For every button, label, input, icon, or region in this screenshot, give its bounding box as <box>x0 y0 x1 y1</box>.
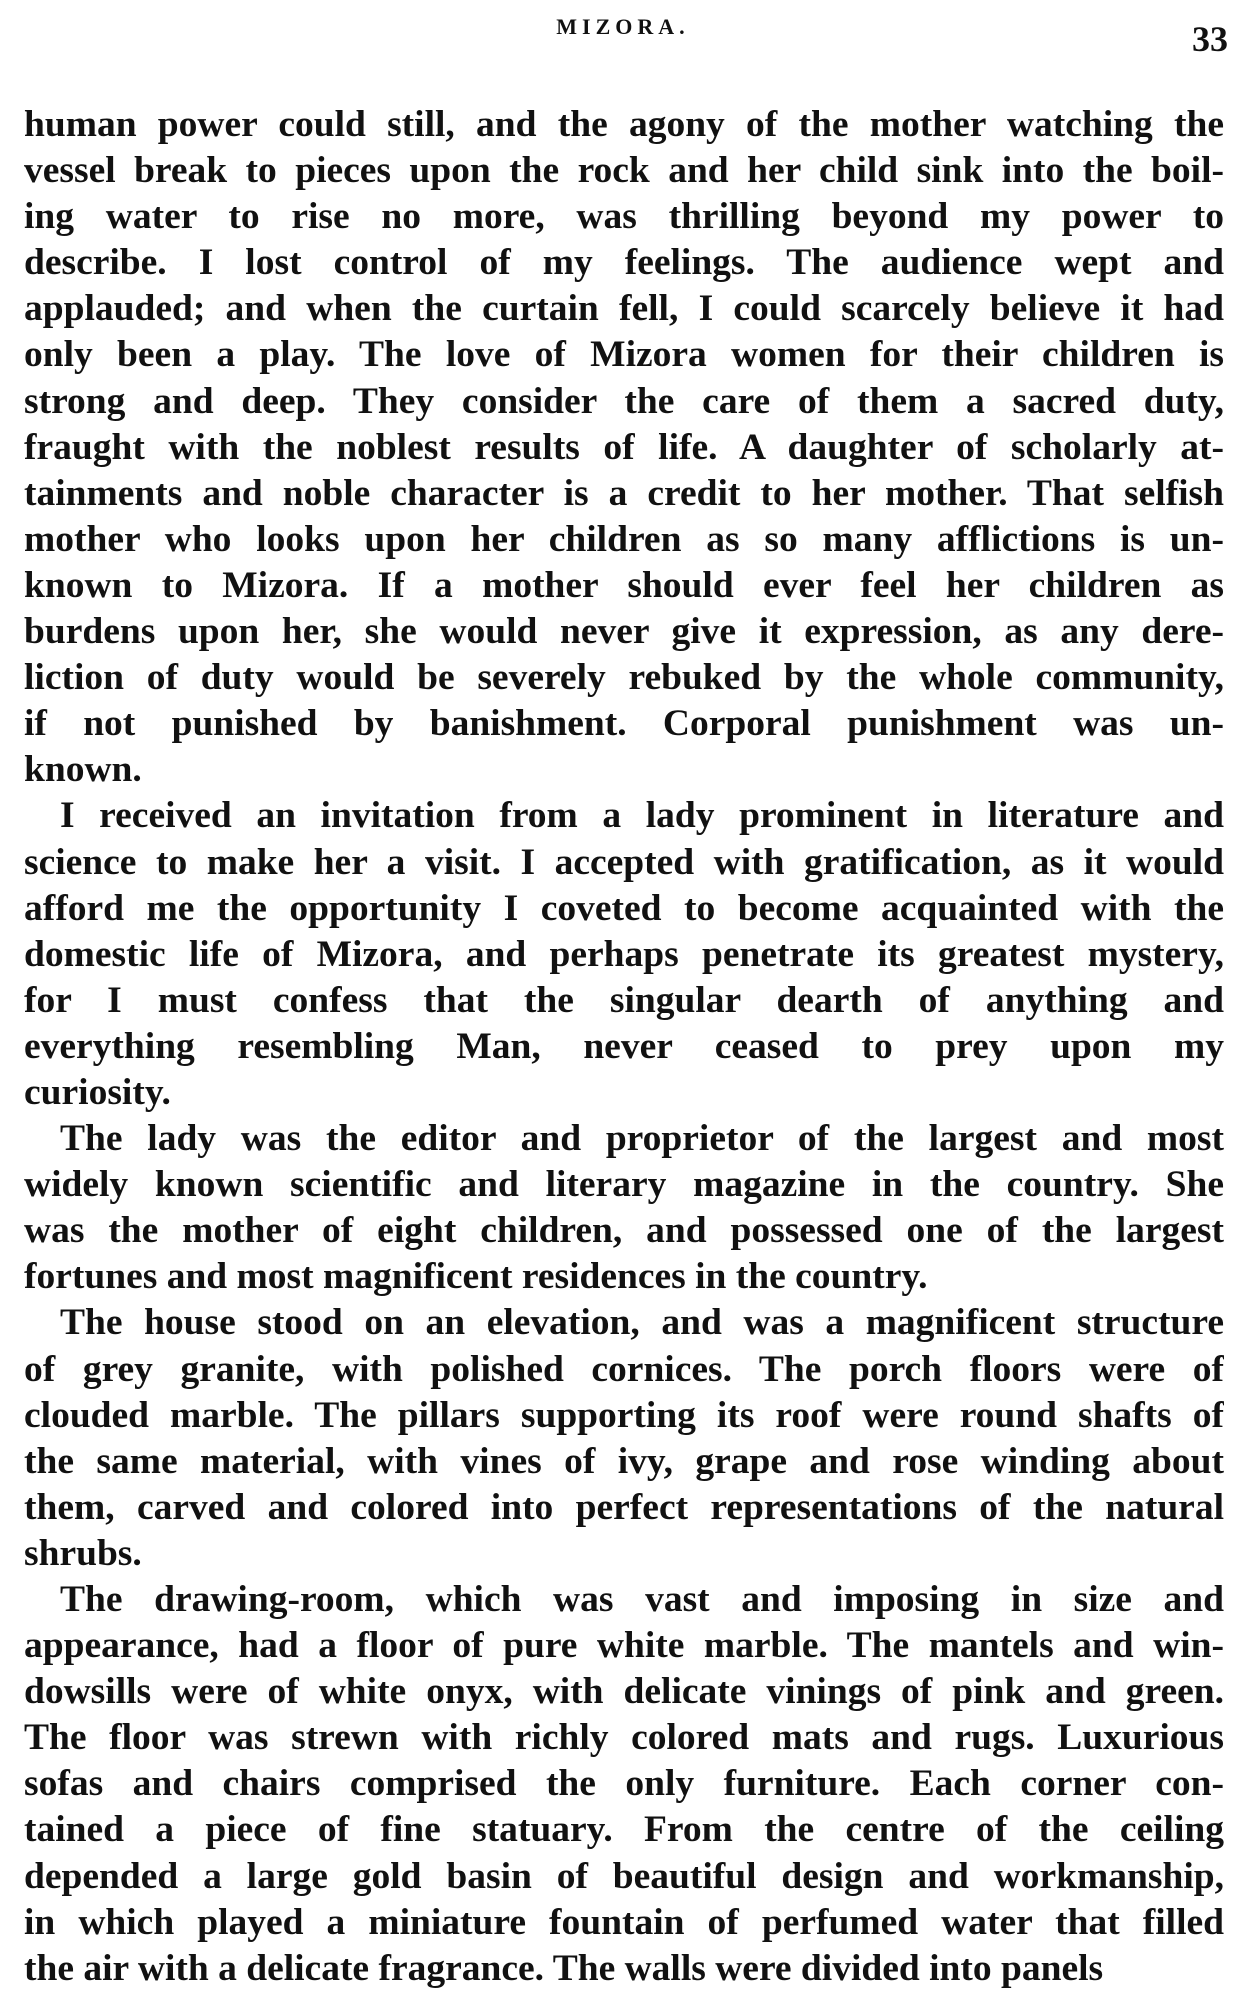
text-line: fortunes and most magnificent residences in the country. <box>24 1256 928 1298</box>
text-line: tained a piece of fine statuary. From the centre of the ceiling <box>24 1809 1224 1851</box>
text-line: curiosity. <box>24 1071 171 1113</box>
text-line: The lady was the editor and proprietor of the largest and most <box>60 1118 1224 1160</box>
running-head: MIZORA. <box>556 14 690 39</box>
text-line: I received an invitation from a lady prominent in literature and <box>60 795 1224 837</box>
page-number: 33 <box>1192 19 1228 59</box>
text-line: widely known scientific and literary magazine in the country. She <box>24 1164 1224 1206</box>
text-line: the air with a delicate fragrance. The walls were divided into panels <box>24 1947 1104 1989</box>
body-text <box>24 102 1224 1992</box>
text-line: appearance, had a floor of pure white marble. The mantels and win- <box>24 1625 1224 1667</box>
text-line: sofas and chairs comprised the only furniture. Each corner con- <box>24 1763 1224 1805</box>
text-line: shrubs. <box>24 1532 142 1574</box>
text-line: only been a play. The love of Mizora women for their children is <box>24 334 1224 376</box>
text-line: everything resembling Man, never ceased to prey upon my <box>24 1025 1224 1067</box>
text-line: depended a large gold basin of beautiful design and workmanship, <box>24 1855 1224 1897</box>
text-line: if not punished by banishment. Corporal punishment was un- <box>24 703 1224 745</box>
text-line: vessel break to pieces upon the rock and her child sink into the boil- <box>24 150 1224 192</box>
text-line: for I must confess that the singular dearth of anything and <box>24 979 1224 1021</box>
text-line: The house stood on an elevation, and was a magnificent structure <box>60 1302 1224 1344</box>
text-line: applauded; and when the curtain fell, I could scarcely believe it had <box>24 288 1224 330</box>
text-line: ing water to rise no more, was thrilling beyond my power to <box>24 196 1224 238</box>
text-line: them, carved and colored into perfect representations of the natural <box>24 1486 1224 1528</box>
text-line: known to Mizora. If a mother should ever feel her children as <box>24 564 1224 606</box>
text-line: strong and deep. They consider the care of them a sacred duty, <box>24 380 1224 422</box>
text-line: human power could still, and the agony of the mother watching the <box>24 104 1224 145</box>
text-line: describe. I lost control of my feelings. The audience wept and <box>24 242 1224 284</box>
text-line: burdens upon her, she would never give it expression, as any dere- <box>24 611 1224 653</box>
text-line: science to make her a visit. I accepted with gratification, as it would <box>24 841 1224 883</box>
text-line: in which played a miniature fountain of perfumed water that filled <box>24 1901 1224 1943</box>
text-line: fraught with the noblest results of life. A daughter of scholarly at- <box>24 426 1224 468</box>
text-line: The drawing-room, which was vast and imposing in size and <box>60 1579 1224 1620</box>
text-line: was the mother of eight children, and possessed one of the largest <box>24 1210 1224 1252</box>
text-line: the same material, with vines of ivy, grape and rose winding about <box>24 1440 1224 1482</box>
text-line: mother who looks upon her children as so many afflictions is un- <box>24 518 1224 560</box>
text-line: clouded marble. The pillars supporting its roof were round shafts of <box>24 1394 1224 1436</box>
text-line: known. <box>24 749 142 791</box>
text-line: domestic life of Mizora, and perhaps penetrate its greatest mystery, <box>24 933 1224 975</box>
text-line: of grey granite, with polished cornices. The porch floors were of <box>24 1348 1224 1390</box>
text-line: The floor was strewn with richly colored mats and rugs. Luxurious <box>24 1717 1224 1759</box>
text-line: liction of duty would be severely rebuked by the whole community, <box>24 657 1224 699</box>
text-line: tainments and noble character is a credit to her mother. That selfish <box>24 472 1224 514</box>
text-line: dowsills were of white onyx, with delicate vinings of pink and green. <box>24 1671 1224 1713</box>
text-line: afford me the opportunity I coveted to become acquainted with the <box>24 887 1224 929</box>
